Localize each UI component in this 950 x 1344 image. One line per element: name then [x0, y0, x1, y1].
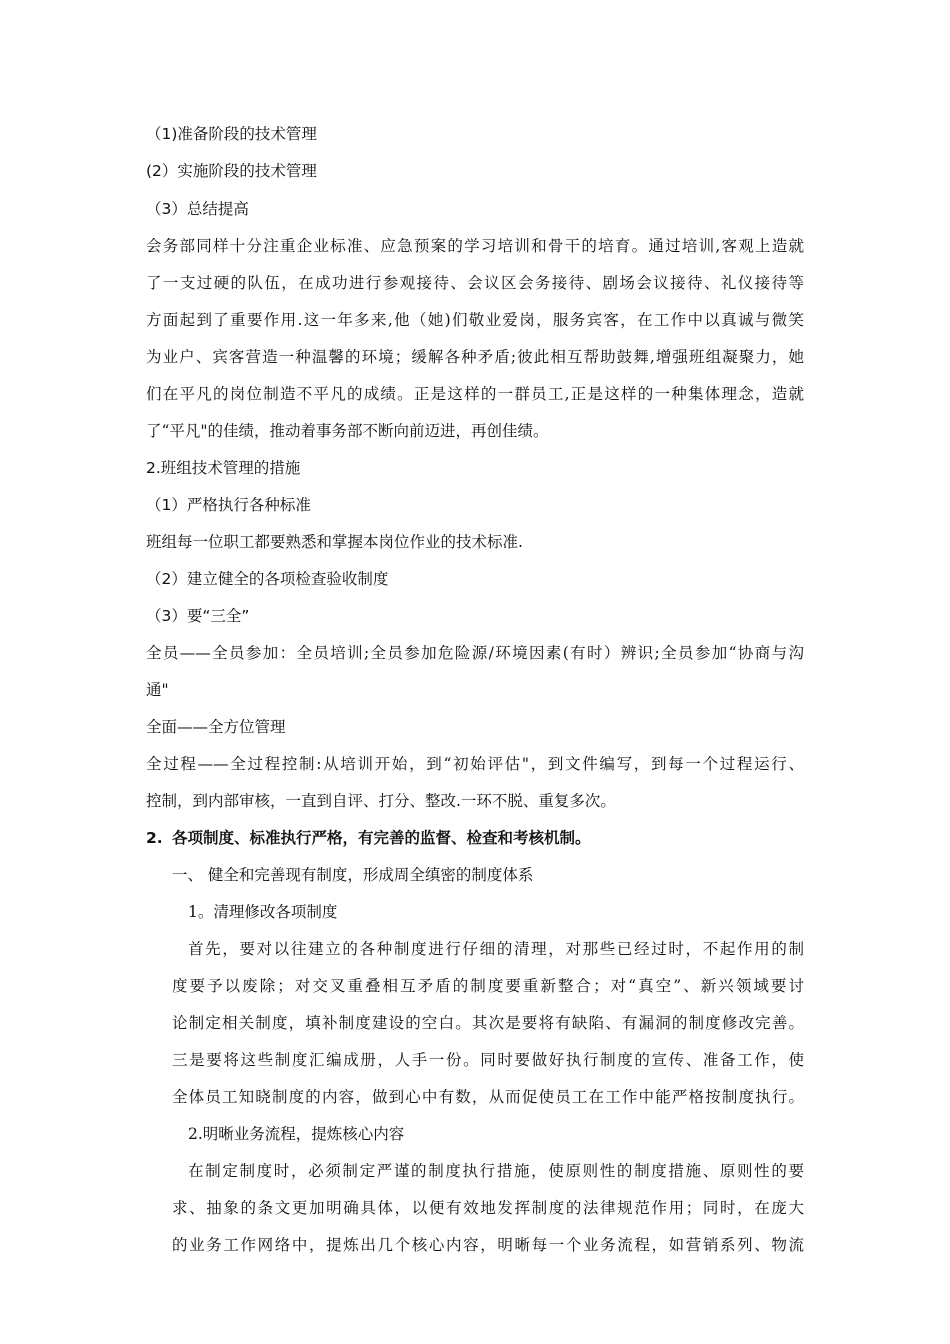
paragraph-line: 论制定相关制度，填补制度建设的空白。其次是要将有缺陷、有漏洞的制度修改完善。 [172, 1014, 804, 1032]
paragraph-line: 控制，到内部审核，一直到自评、打分、整改.一环不脱、重复多次。 [146, 792, 616, 810]
paragraph-line: 的业务工作网络中，提炼出几个核心内容，明晰每一个业务流程，如营销系列、物流 [172, 1236, 804, 1254]
paragraph-line: 会务部同样十分注重企业标准、应急预案的学习培训和骨干的培育。通过培训,客观上造就 [146, 237, 804, 255]
paragraph-line: 了一支过硬的队伍，在成功进行参观接待、会议区会务接待、剧场会议接待、礼仪接待等 [146, 274, 804, 292]
list-item: （3）总结提高 [146, 200, 249, 218]
list-item: （3）要“三全” [146, 607, 250, 625]
paragraph-line: 首先，要对以往建立的各种制度进行仔细的清理，对那些已经过时，不起作用的制 [188, 940, 804, 958]
paragraph-line: 求、抽象的条文更加明确具体，以便有效地发挥制度的法律规范作用；同时，在庞大 [172, 1199, 804, 1217]
paragraph-line: 全员——全员参加：全员培训;全员参加危险源/环境因素(有时）辨识;全员参加“协商与沟 [146, 644, 804, 662]
paragraph-line: 班组每一位职工都要熟悉和掌握本岗位作业的技术标准. [146, 533, 523, 551]
section-heading: 2.班组技术管理的措施 [146, 459, 301, 477]
bold-heading-number: 2. [146, 829, 163, 847]
list-item: (2）实施阶段的技术管理 [146, 162, 317, 180]
list-item: （1)准备阶段的技术管理 [146, 125, 317, 143]
paragraph-line: 们在平凡的岗位制造不平凡的成绩。正是这样的一群员工,正是这样的一种集体理念，造就 [146, 385, 804, 403]
list-item: （2）建立健全的各项检查验收制度 [146, 570, 389, 588]
bold-heading: 各项制度、标准执行严格，有完善的监督、检查和考核机制。 [172, 829, 591, 847]
list-item: （1）严格执行各种标准 [146, 496, 311, 514]
subsection-item: 1。清理修改各项制度 [188, 903, 338, 921]
paragraph-line: 为业户、宾客营造一种温馨的环境；缓解各种矛盾;彼此相互帮助鼓舞,增强班组凝聚力，她 [146, 348, 804, 366]
paragraph-line: 全过程——全过程控制:从培训开始，到“初始评估"，到文件编写，到每一个过程运行、 [146, 755, 804, 773]
paragraph-line: 全面——全方位管理 [146, 718, 286, 736]
paragraph-line: 全体员工知晓制度的内容，做到心中有数，从而促使员工在工作中能严格按制度执行。 [172, 1088, 804, 1106]
paragraph-line: 方面起到了重要作用.这一年多来,他（她)们敬业爱岗，服务宾客，在工作中以真诚与微笑 [146, 311, 804, 329]
subsection-item: 2.明晰业务流程，提炼核心内容 [188, 1125, 405, 1143]
paragraph-line: 了“平凡"的佳绩，推动着事务部不断向前迈进，再创佳绩。 [146, 422, 549, 440]
subsection-heading: 一、 健全和完善现有制度，形成周全缜密的制度体系 [172, 866, 534, 884]
paragraph-line: 在制定制度时，必须制定严谨的制度执行措施，使原则性的制度措施、原则性的要 [188, 1162, 804, 1180]
paragraph-line: 三是要将这些制度汇编成册，人手一份。同时要做好执行制度的宣传、准备工作，使 [172, 1051, 804, 1069]
paragraph-line: 通" [146, 681, 169, 699]
paragraph-line: 度要予以废除；对交叉重叠相互矛盾的制度要重新整合；对“真空”、新兴领域要讨 [172, 977, 804, 995]
